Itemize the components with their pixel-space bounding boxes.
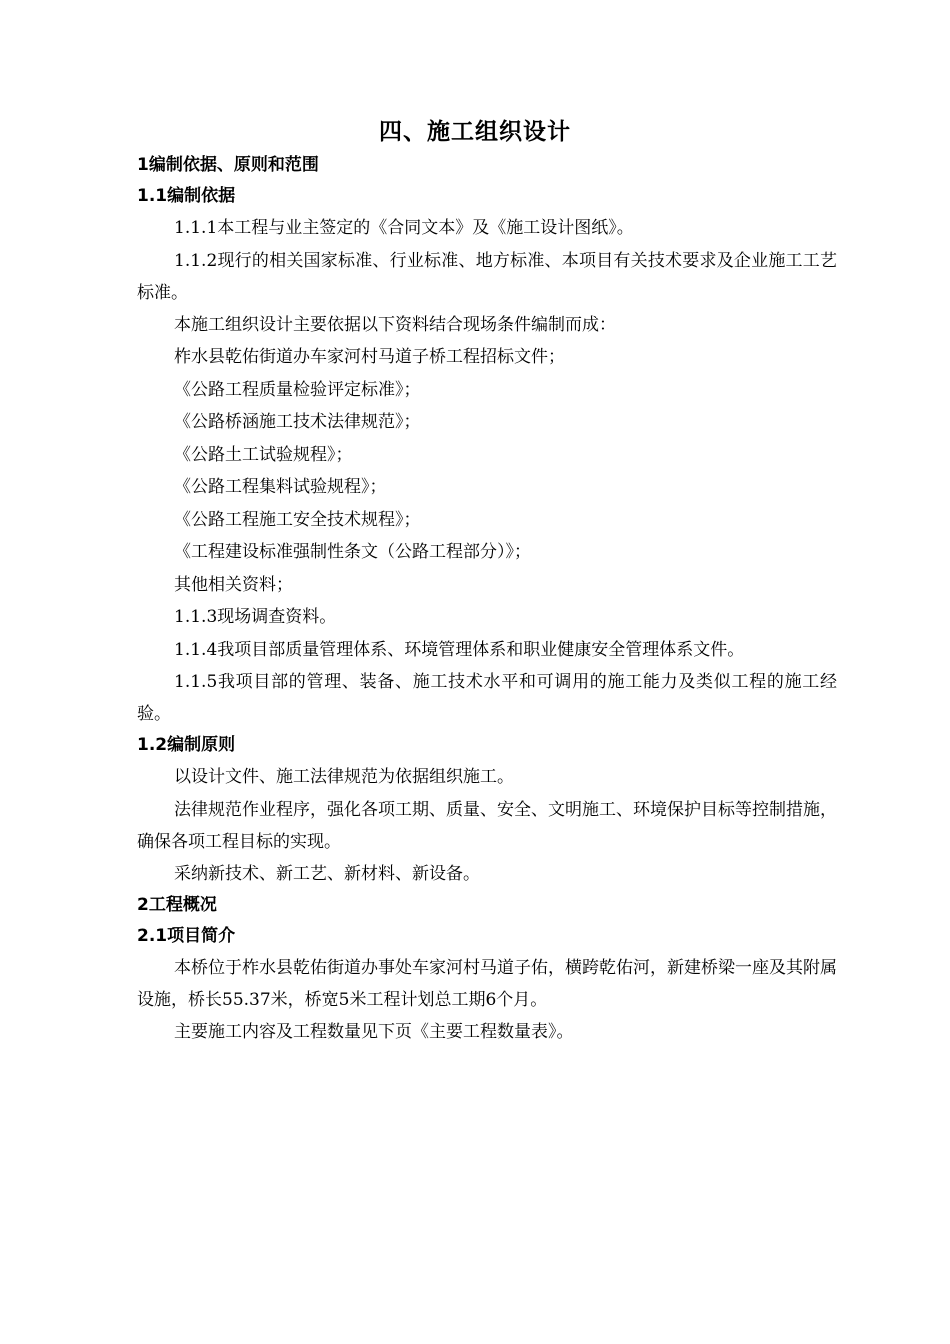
paragraph: 1.1.3现场调查资料。: [174, 607, 337, 627]
paragraph: 1.1.4我项目部质量管理体系、环境管理体系和职业健康安全管理体系文件。: [174, 639, 745, 660]
paragraph: 主要施工内容及工程数量见下页《主要工程数量表》。: [174, 1022, 574, 1042]
list-item: 其他相关资料；: [174, 574, 293, 595]
list-item: 《公路工程集料试验规程》；: [174, 477, 387, 497]
list-item: 《公路桥涵施工技术法律规范》；: [174, 412, 421, 432]
page-title: 四、施工组织设计: [379, 118, 571, 145]
list-item: 《公路工程质量检验评定标准》；: [174, 379, 421, 400]
section-heading-2: 2工程概况: [137, 895, 217, 915]
list-item: 《公路工程施工安全技术规程》；: [174, 509, 421, 530]
paragraph: 1.1.5我项目部的管理、装备、施工技术水平和可调用的施工能力及类似工程的施工经验。: [137, 672, 837, 724]
list-item: 柞水县乾佑街道办车家河村马道子桥工程招标文件；: [174, 347, 565, 367]
list-item: 《工程建设标准强制性条文（公路工程部分）》；: [174, 542, 531, 562]
section-heading-1: 1编制依据、原则和范围: [137, 155, 319, 175]
paragraph: 1.1.1本工程与业主签定的《合同文本》及《施工设计图纸》。: [174, 218, 634, 238]
paragraph: 1.1.2现行的相关国家标准、行业标准、地方标准、本项目有关技术要求及企业施工工艺标准。: [137, 250, 837, 303]
document-body: [137, 150, 837, 1049]
paragraph: 以设计文件、施工法律规范为依据组织施工。: [174, 767, 514, 787]
paragraph: 本桥位于柞水县乾佑街道办事处车家河村马道子佑，横跨乾佑河，新建桥梁一座及其附属设施，桥长55.37米，桥宽5米工程计划总工期6个月。: [137, 958, 837, 1010]
paragraph: 采纳新技术、新工艺、新材料、新设备。: [174, 863, 480, 884]
paragraph: 法律规范作业程序，强化各项工期、质量、安全、文明施工、环境保护目标等控制措施，确保各项工程目标的实现。: [137, 799, 837, 852]
list-item: 《公路土工试验规程》；: [174, 444, 353, 465]
section-heading-1-2: 1.2编制原则: [137, 735, 236, 755]
section-heading-2-1: 2.1项目简介: [137, 926, 236, 946]
section-heading-1-1: 1.1编制依据: [137, 186, 236, 206]
paragraph: 本施工组织设计主要依据以下资料结合现场条件编制而成：: [174, 314, 616, 335]
